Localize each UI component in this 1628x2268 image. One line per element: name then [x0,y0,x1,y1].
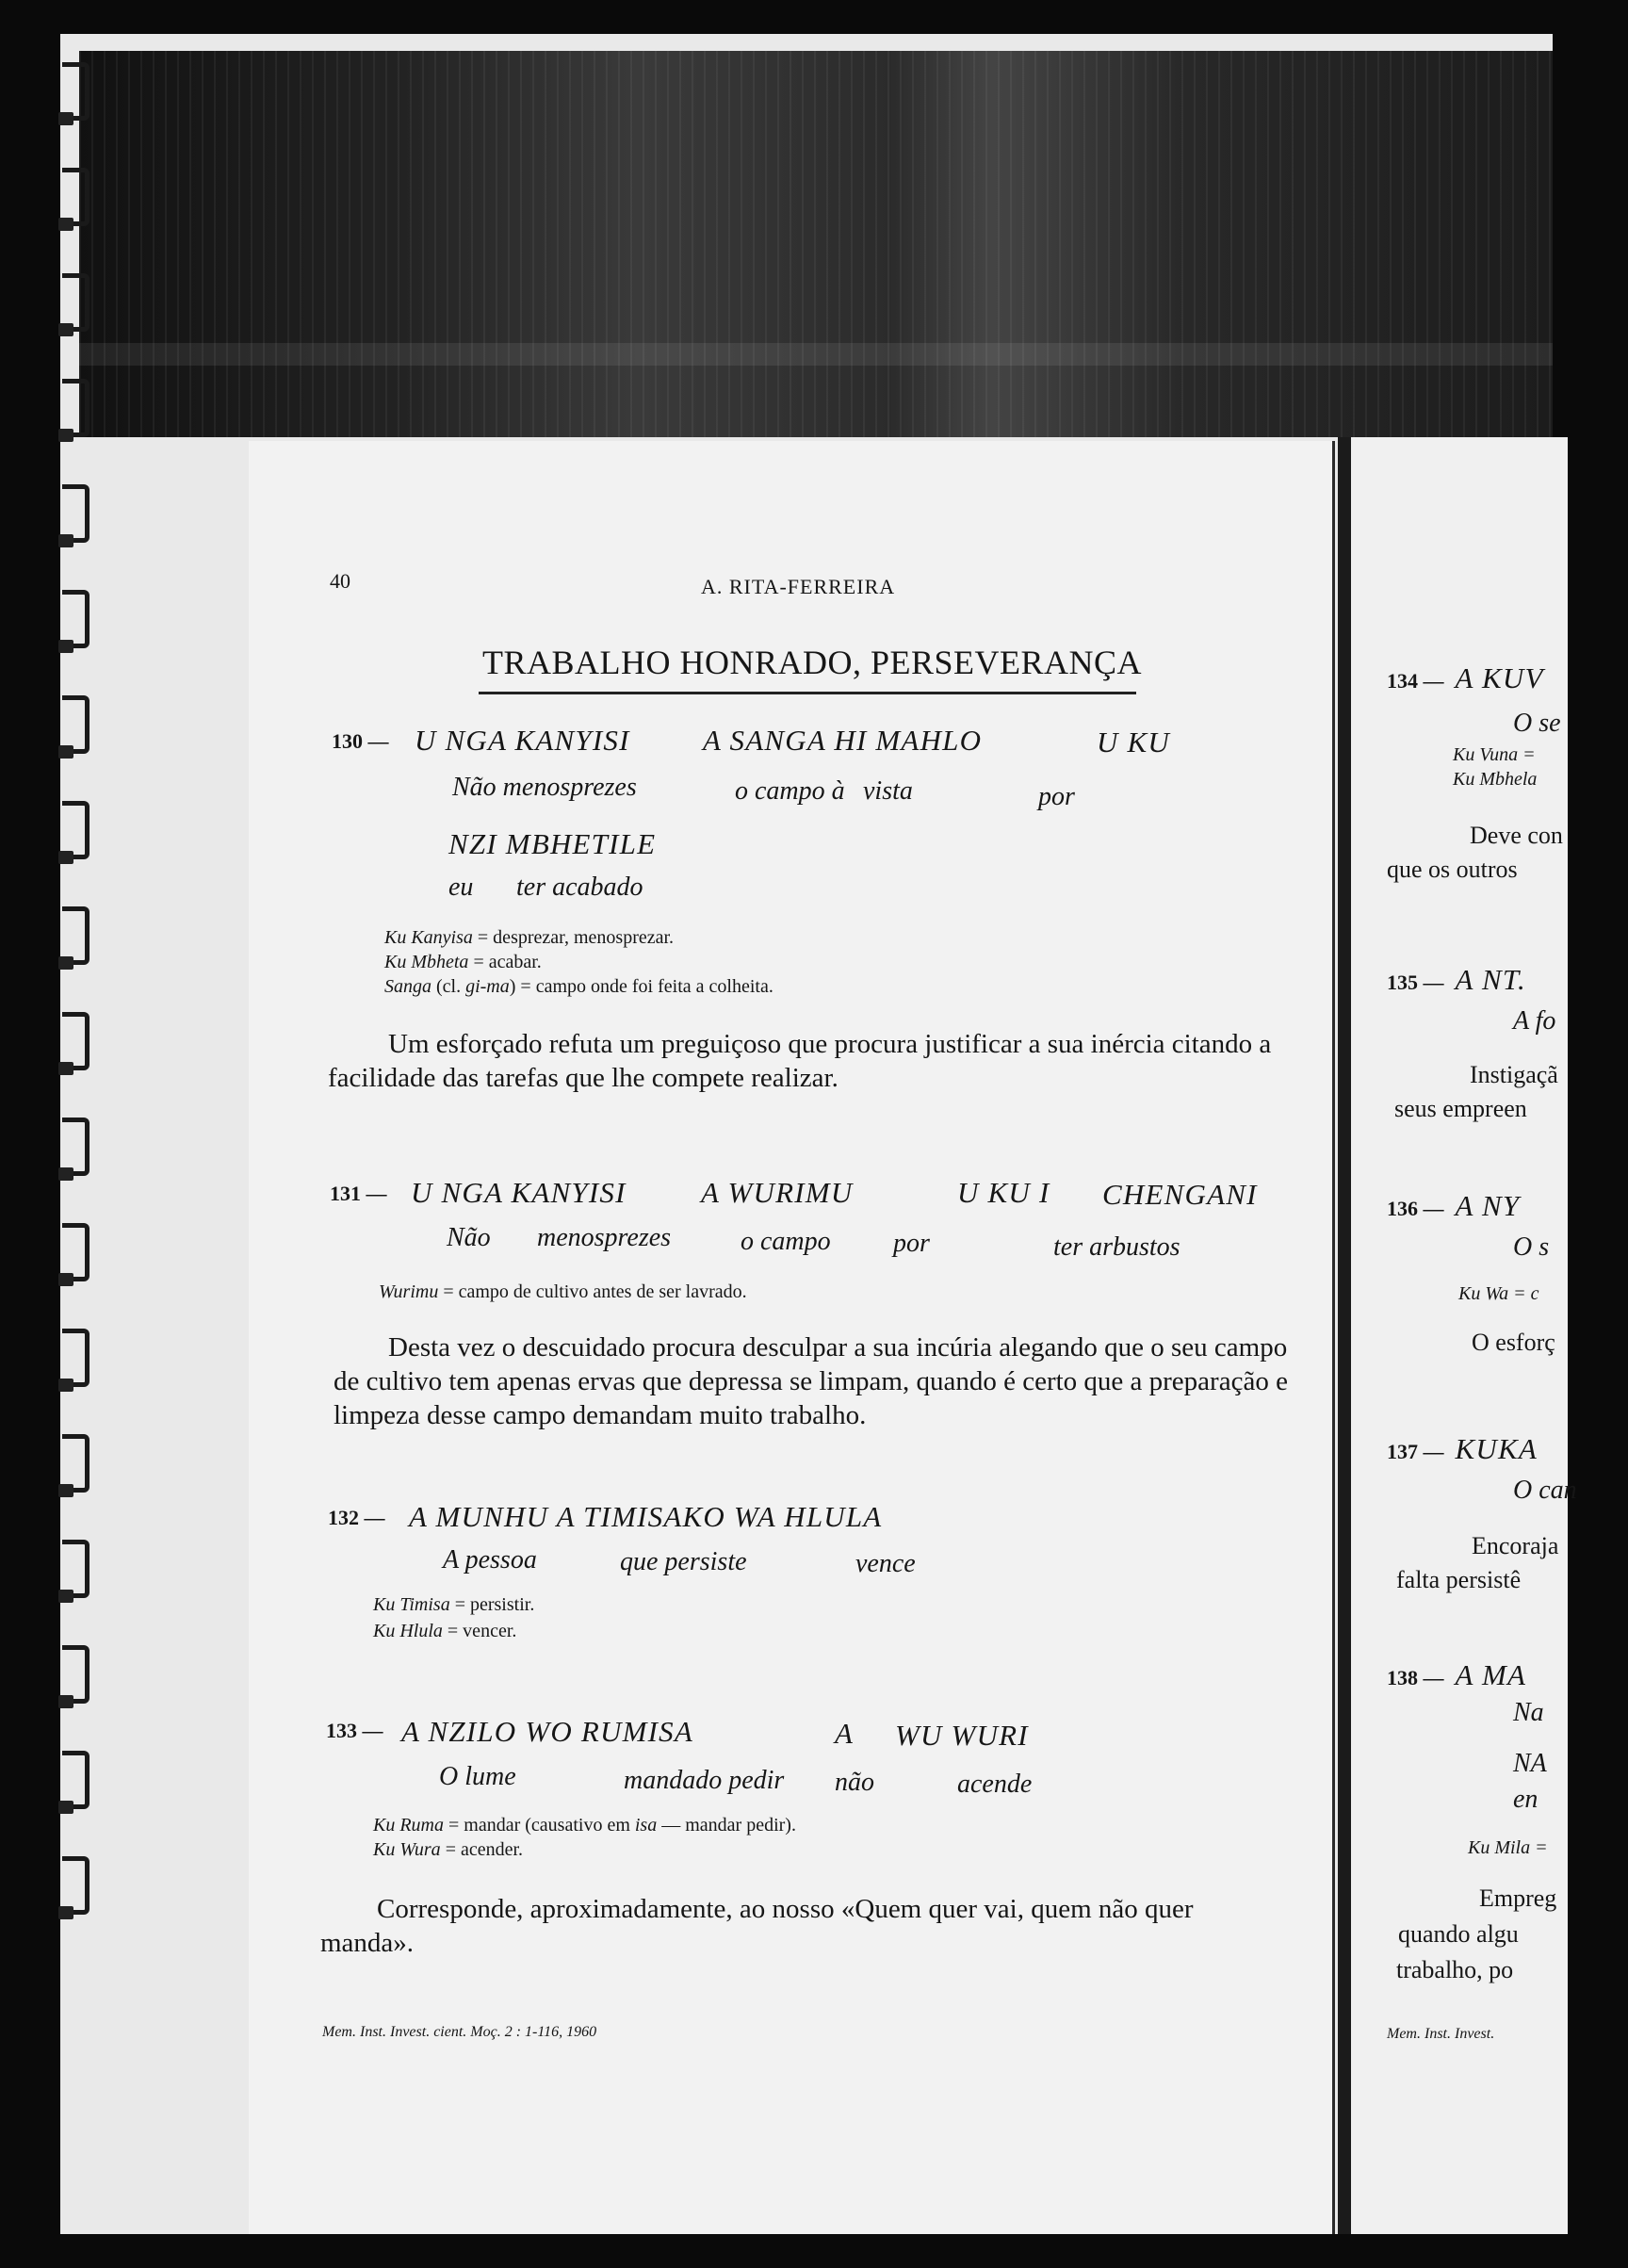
next-page-line: O can [1513,1476,1577,1505]
next-page-line: falta persistê [1396,1566,1522,1593]
next-page-line [1387,1189,1520,1223]
translation-word: ter arbustos [1053,1232,1180,1262]
gloss-line: Ku Mbheta = acabar. [384,952,542,972]
proverb-word: U KU [1097,726,1171,759]
translation-word: eu [448,873,474,902]
next-page-line [1387,661,1544,695]
book-page [249,441,1335,2234]
page-number: 40 [330,569,350,593]
translation-word: por [1038,782,1075,811]
scan-dark-band [79,51,1553,437]
commentary: Corresponde, aproximadamente, ao nosso «Quem quer vai, quem não quer manda». [320,1894,1194,1958]
next-page-line [1387,1432,1538,1466]
gloss-line: Ku Wura = acender. [373,1839,524,1860]
translation-word: Não menosprezes [452,773,637,802]
next-page-line: Instigaçã [1470,1061,1558,1088]
proverb-word: A WURIMU [701,1176,854,1209]
next-page-line: seus empreen [1394,1095,1527,1122]
gloss-line: Ku Ruma = mandar (causativo em isa — mandar pedir). [373,1815,796,1836]
binding-ring [62,1434,90,1493]
translation-word: o campo à [735,776,845,806]
translation-word: mandado pedir [624,1766,785,1795]
proverb-word: A MUNHU A TIMISAKO WA HLULA [409,1500,883,1533]
section-title-rule [479,692,1136,694]
gloss-line: Ku Kanyisa = desprezar, menosprezar. [384,927,675,948]
translation-word: não [835,1768,874,1797]
translation-word: menosprezes [537,1223,672,1252]
binding-ring [62,1118,90,1176]
next-page-line: Ku Mbhela [1453,769,1538,790]
binding-ring [62,1645,90,1704]
next-page-fragment [1338,437,1577,2234]
commentary: Desta vez o descuidado procura desculpar a sua incúria alegando que o seu campo de cultivo tem apenas ervas que depressa se limpam, quando é certo que a preparação e limpeza desse campo demandam muito trabalho. [334,1332,1288,1430]
proverb-word: U NGA KANYISI [415,724,630,757]
entry-number: 132 — [328,1506,385,1529]
binding-ring [62,1751,90,1809]
scan-frame [60,34,1577,2234]
binding-ring [62,1012,90,1070]
proverb-word: U KU I [957,1176,1050,1209]
entry-number: 134 — [1387,669,1444,693]
proverb-fragment: KUKA [1455,1432,1538,1465]
entry-number: 131 — [330,1182,387,1205]
next-page-line [1387,963,1526,997]
entry-number: 137 — [1387,1440,1444,1463]
binding-ring [62,273,90,332]
next-page-line: Ku Vuna = [1453,744,1536,765]
entry-number: 130 — [332,729,389,753]
translation-word: que persiste [620,1547,747,1576]
proverb-fragment: A NT. [1455,963,1526,996]
binding-ring [62,379,90,437]
binding-ring [62,695,90,754]
proverb-word: U NGA KANYISI [411,1176,627,1209]
entry-number: 138 — [1387,1666,1444,1689]
entry-number: 133 — [326,1719,383,1742]
binding-ring [62,168,90,226]
proverb-fragment: A NY [1455,1189,1521,1222]
next-page-line: que os outros [1387,856,1518,883]
page-footer: Mem. Inst. Invest. cient. Moç. 2 : 1-116, 1960 [322,2024,597,2040]
section-title: TRABALHO HONRADO, PERSEVERANÇA [482,644,1143,681]
proverb-word: WU WURI [895,1719,1029,1752]
next-page-line: A fo [1513,1006,1556,1036]
binding-ring [62,590,90,648]
binding-ring [62,906,90,965]
translation-word: O lume [439,1762,516,1791]
running-title: A. RITA-FERREIRA [701,575,896,598]
next-page-line: NA [1513,1749,1547,1778]
binding-ring [62,62,90,121]
proverb-word: CHENGANI [1102,1178,1258,1211]
proverb-fragment: A MA [1455,1658,1527,1691]
next-page-line: O s [1513,1232,1550,1262]
translation-word: por [893,1229,930,1258]
translation-word: vence [855,1549,916,1578]
translation-word: Não [447,1223,491,1252]
gloss-line: Ku Hlula = vencer. [373,1621,517,1641]
gloss-line: Sanga (cl. gi-ma) = campo onde foi feita a colheita. [384,976,773,997]
binding-ring [62,1329,90,1387]
translation-word: vista [863,776,913,806]
next-page-footer: Mem. Inst. Invest. [1387,2026,1495,2042]
next-page-line: trabalho, po [1396,1956,1514,1983]
binding-ring [62,484,90,543]
next-page-line: Ku Mila = [1468,1837,1548,1858]
translation-word: o campo [741,1227,831,1256]
commentary: Um esforçado refuta um preguiçoso que procura justificar a sua inércia citando a facilidade das tarefas que lhe compete realizar. [328,1029,1272,1093]
next-page-line: Deve con [1470,822,1563,849]
proverb-word: A NZILO WO RUMISA [401,1715,694,1748]
binding-ring [62,1223,90,1281]
translation-word: ter acabado [516,873,643,902]
binding-ring [62,1540,90,1598]
proverb-word: A SANGA HI MAHLO [703,724,983,757]
translation-word: acende [957,1770,1033,1799]
next-page-line: Encoraja [1472,1532,1559,1559]
entry-number: 135 — [1387,971,1444,994]
binding-ring [62,801,90,859]
binding-ring [62,1856,90,1915]
next-page-line [1387,1658,1526,1692]
proverb-line-2: NZI MBHETILE [448,827,657,860]
translation-word: A pessoa [443,1545,537,1575]
next-page-line: Na [1513,1698,1544,1727]
spiral-binding [60,34,98,2234]
next-page-line: O esforç [1472,1329,1555,1356]
next-page-line: Ku Wa = c [1458,1283,1539,1304]
next-page-line: O se [1513,709,1561,738]
next-page-line: en [1513,1785,1538,1814]
gloss-line: Wurimu = campo de cultivo antes de ser lavrado. [379,1281,747,1302]
entry-number: 136 — [1387,1197,1444,1220]
next-page-line: Empreg [1479,1885,1557,1912]
next-page-line: quando algu [1398,1920,1519,1948]
proverb-word: A [835,1717,855,1750]
proverb-fragment: A KUV [1455,661,1544,694]
gloss-line: Ku Timisa = persistir. [373,1594,535,1615]
